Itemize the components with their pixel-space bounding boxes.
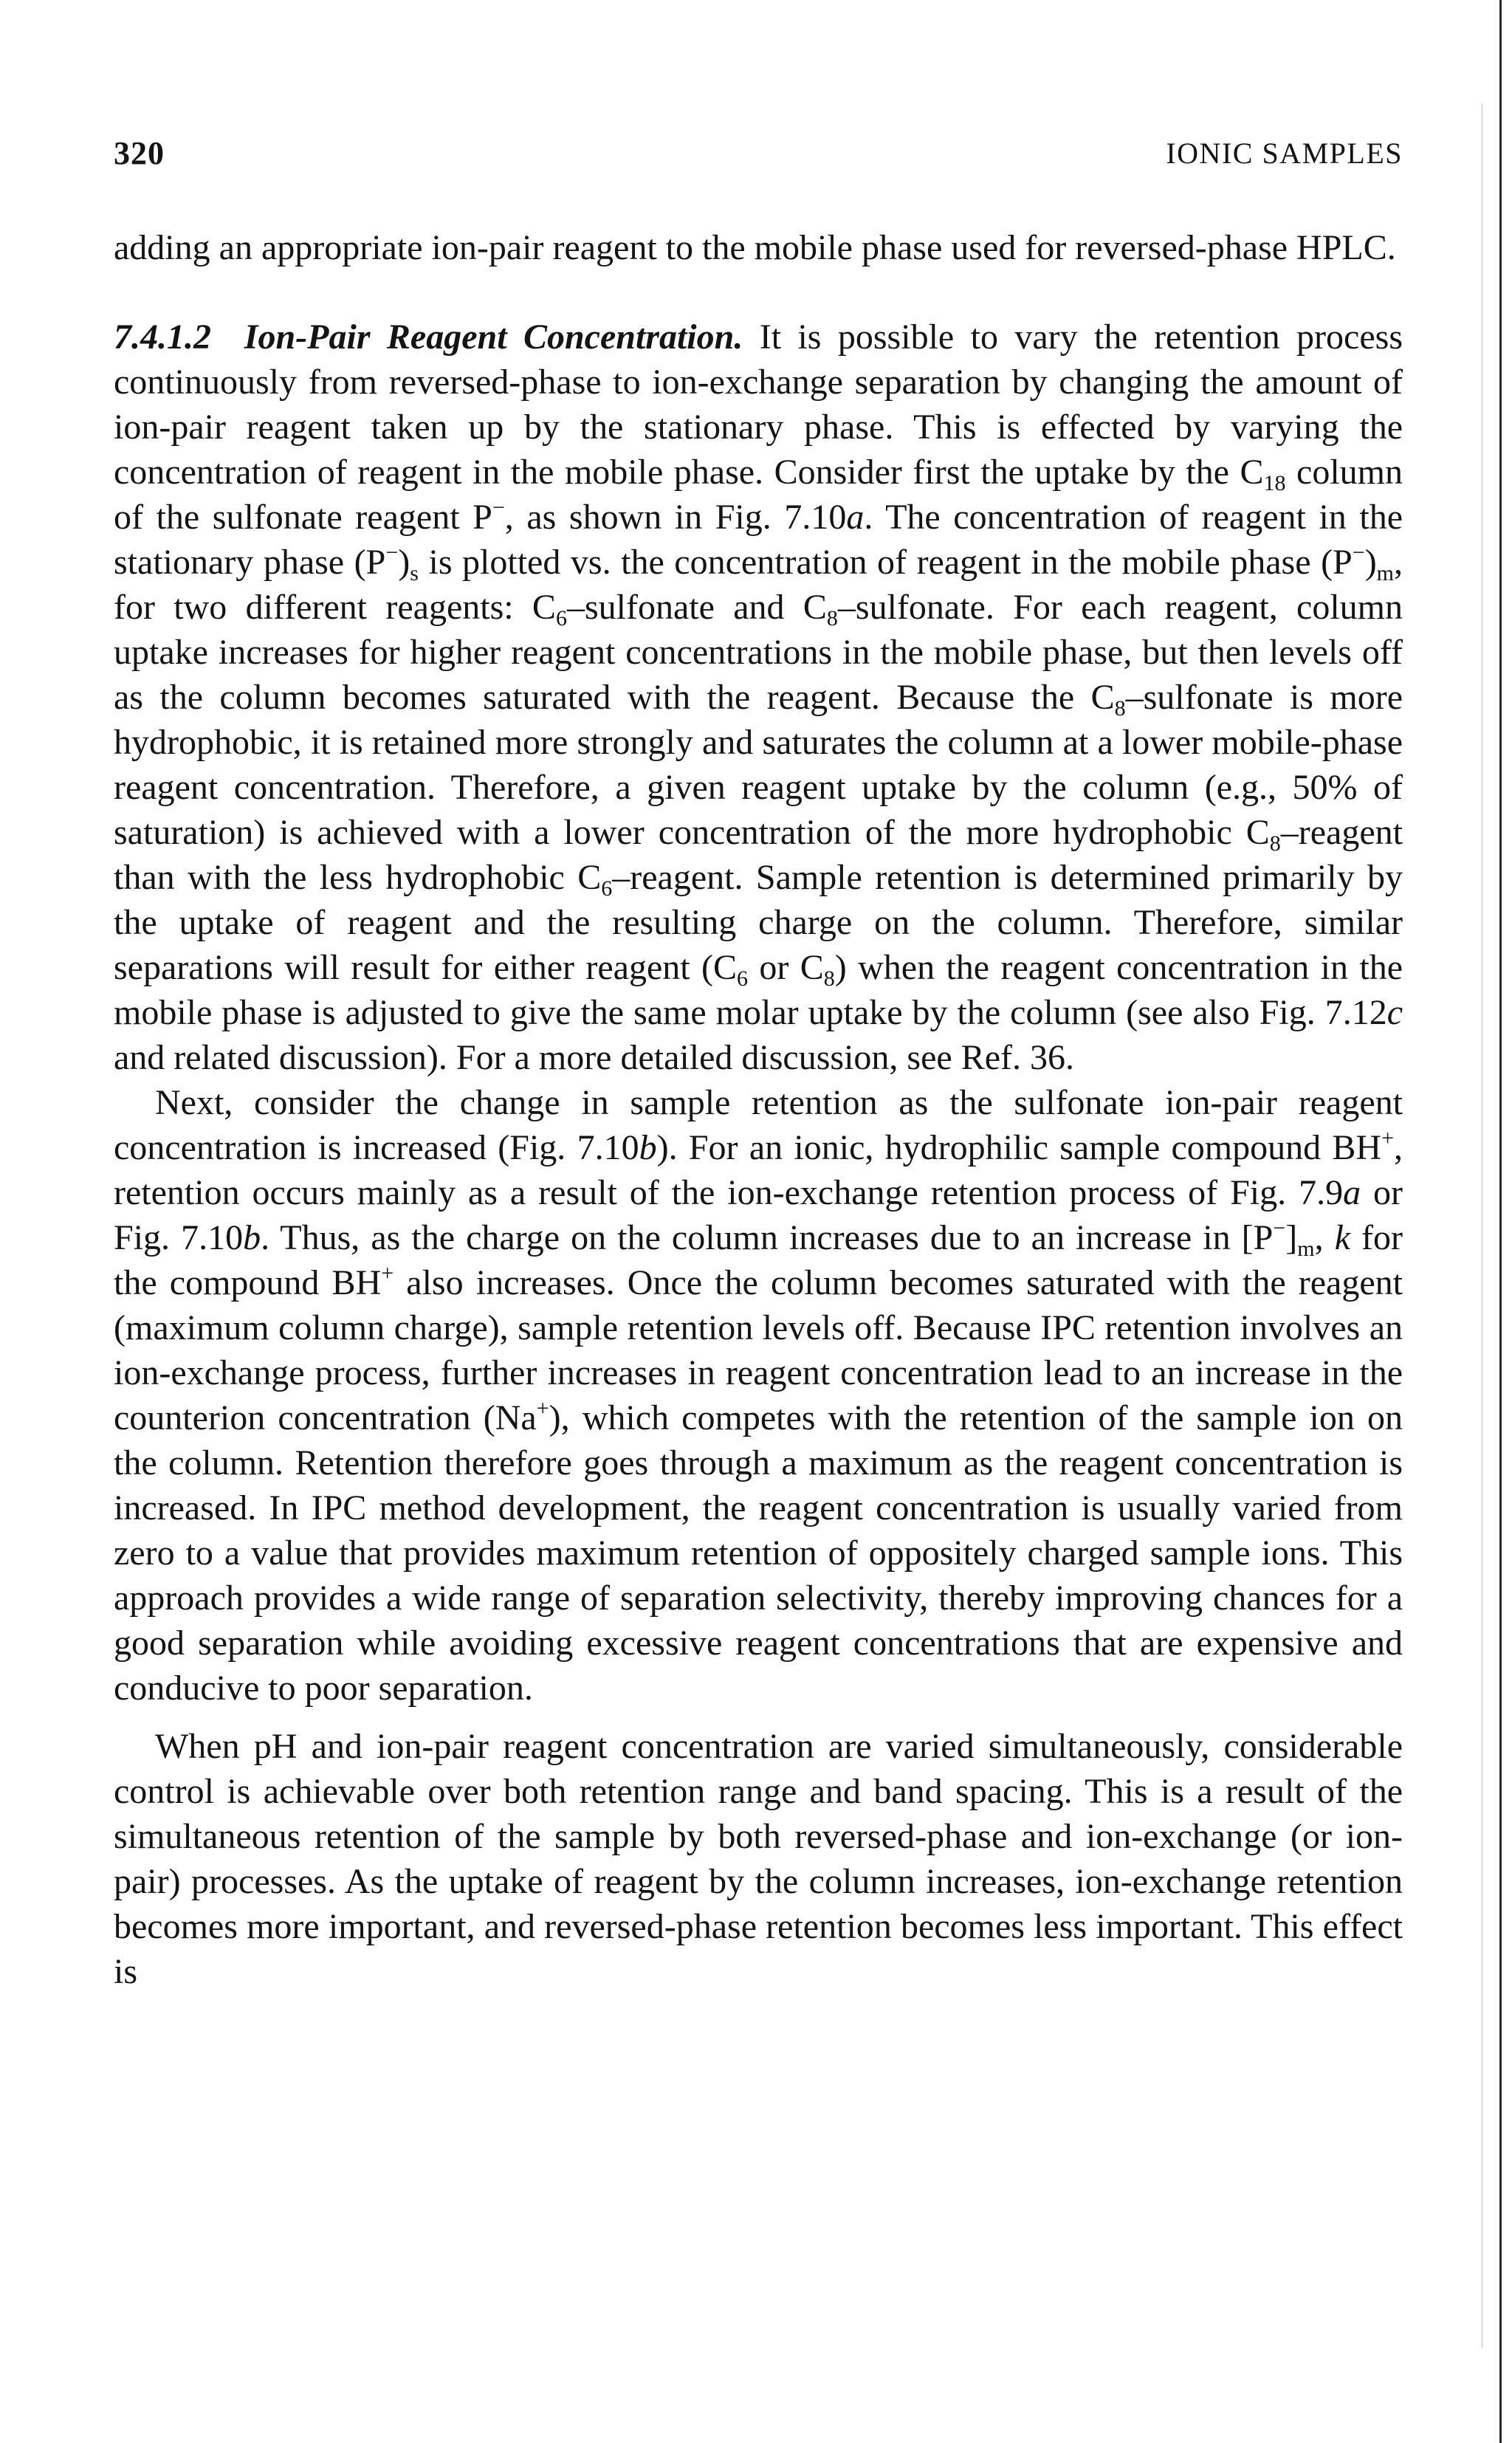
subscript: 8 [1269,831,1281,856]
running-head [114,134,1403,179]
subscript: 6 [601,876,613,901]
subscript: 8 [826,606,838,630]
text-run: and related discussion). For a more detailed discussion, see Ref. 36. [114,1038,1075,1077]
superscript: − [385,540,399,565]
subscript: 8 [1114,696,1126,721]
superscript: − [1352,540,1365,565]
text-run: column of the sulfonate reagent P [114,453,1403,537]
text-run: also increases. Once the column becomes saturated with the reagent (maximum column charge), sample retention levels off. Because IPC retention involves an ion-exchange process, further increases in reagent concentration lead to an increase in the counterion concentration (Na [114,1263,1403,1437]
text-run: ) [1364,543,1377,582]
superscript: − [1273,1216,1286,1240]
text-run: –reagent than with the less hydrophobic C [114,813,1403,897]
paragraph-continued [114,225,1403,270]
section-title: Ion-Pair Reagent Concentration. [244,317,743,357]
text-run: , [1314,1218,1335,1257]
paragraph-text: When pH and ion-pair reagent concentration are varied simultaneously, considerable control is achievable over both retention range and band spacing. This is a result of the simultaneous retention of the sample by both reversed-phase and ion-exchange (or ion-pair) processes. As the uptake of reagent by the column increases, ion-exchange retention becomes more important, and reversed-phase retention becomes less important. This effect is [114,1727,1403,1991]
paragraph-ph-and-concentration [114,1724,1403,1994]
text-run: , as shown in Fig. 7.10 [504,498,847,537]
section-number: 7.4.1.2 [114,317,211,357]
superscript: + [536,1396,549,1420]
text-run: Next, consider the change in sample retention as the sulfonate ion-pair reagent concentration is increased (Fig. 7.10 [114,1083,1403,1167]
figure-panel-letter: a [846,498,865,537]
text-run: , retention occurs mainly as a result of the ion-exchange retention process of Fig. 7.9 [114,1128,1403,1212]
text-run: It is possible to vary the retention process continuously from reversed-phase to ion-exchange separation by changing the amount of ion-pair reagent taken up by the stationary phase. This is effected by varying the concentration of reagent in the mobile phase. Consider first the uptake by the C [114,317,1403,492]
paragraph-sample-retention [114,1080,1403,1711]
superscript: + [381,1261,394,1285]
text-run: or Fig. 7.10 [114,1173,1403,1257]
text-run: is plotted vs. the concentration of reagent in the mobile phase (P [418,543,1353,582]
text-run: ) [398,543,410,582]
subscript: s [410,561,419,585]
text-run: , for two different reagents: C [114,543,1403,627]
superscript: − [492,495,505,520]
figure-panel-letter: c [1386,993,1403,1032]
text-run: –sulfonate. For each reagent, column uptake increases for higher reagent concentrations in the mobile phase, but then levels off as the column becomes saturated with the reagent. Because the C [114,588,1403,717]
paragraph-text: adding an appropriate ion-pair reagent to the mobile phase used for reversed-phase HPLC. [114,228,1396,267]
variable-k: k [1334,1218,1350,1257]
text-run: –sulfonate is more hydrophobic, it is retained more strongly and saturates the column at a lower mobile-phase reagent concentration. Therefore, a given reagent uptake by the column (e.g., 50% of saturation) is achieved with a lower concentration of the more hydrophobic C [114,678,1403,852]
body-text [114,225,1403,1994]
running-title: IONIC SAMPLES [1166,137,1403,170]
subscript: 18 [1263,471,1286,495]
superscript: + [1381,1126,1394,1150]
scan-edge-line [1499,0,1502,2443]
text-run: ), which competes with the retention of the sample ion on the column. Retention therefore goes through a maximum as the reagent concentration is increased. In IPC method development, the reagent concentration is usually varied from zero to a value that provides maximum retention of oppositely charged sample ions. This approach provides a wide range of separation selectivity, thereby improving chances for a good separation while avoiding excessive reagent concentrations that are expensive and conducive to poor separation. [114,1398,1403,1708]
figure-panel-letter: b [243,1218,261,1257]
text-run: –reagent. Sample retention is determined primarily by the uptake of reagent and the resulting charge on the column. Therefore, similar separations will result for either reagent (C [114,858,1403,987]
text-run: ) when the reagent concentration in the mobile phase is adjusted to give the same molar uptake by the column (see also Fig. 7.12 [114,948,1403,1032]
subscript: m [1376,561,1395,585]
figure-panel-letter: b [639,1128,657,1167]
subscript: m [1297,1237,1315,1261]
subscript: 8 [823,966,835,991]
subscript: 6 [555,606,567,630]
text-run: . Thus, as the charge on the column increases due to an increase in [P [261,1218,1274,1257]
section-heading [114,317,743,357]
text-run: –sulfonate and C [566,588,827,627]
text-run: for the compound BH [114,1218,1403,1302]
text-run: or C [747,948,824,987]
paragraph-ion-pair-concentration [114,315,1403,1080]
text-run: ] [1285,1218,1298,1257]
page-number: 320 [114,135,165,171]
figure-panel-letter: a [1343,1173,1361,1212]
text-run: ). For an ionic, hydrophilic sample compound BH [656,1128,1382,1167]
subscript: 6 [736,966,748,991]
text-run: . The concentration of reagent in the stationary phase (P [114,498,1403,582]
